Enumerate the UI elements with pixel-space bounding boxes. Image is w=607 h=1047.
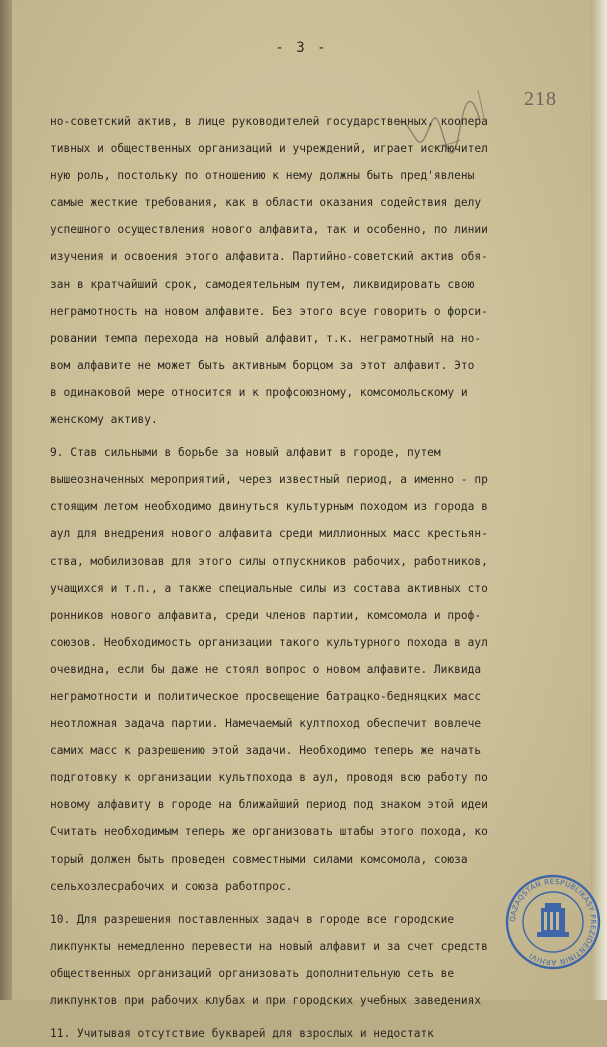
text-line: 11. Учитывая отсутствие букварей для взрослых и недостатк: [50, 1027, 434, 1041]
text-line: Считать необходимым теперь же организовать штабы этого похода, ко: [50, 825, 488, 839]
text-line: вышеозначенных мероприятий, через известный период, а именно - пр: [50, 473, 488, 487]
text-line: неграмотность на новом алфавите. Без этого всуе говорить о форси-: [50, 304, 488, 318]
text-line: изучения и освоения этого алфавита. Партийно-советский актив обя-: [50, 250, 488, 264]
text-line: сельхозлесрабочих и союза работпрос.: [50, 879, 293, 893]
text-line: тивных и общественных организаций и учреждений, играет исключител: [50, 142, 488, 156]
archive-folio-number: 218: [524, 88, 557, 110]
document-body: [50, 108, 570, 1047]
text-line: ства, мобилизовав для этого силы отпускников рабочих, работников,: [50, 554, 488, 568]
text-line: в одинаковой мере относится и к профсоюзному, комсомольскому и: [50, 385, 468, 399]
text-line: женскому активу.: [50, 413, 158, 427]
text-line: самые жесткие требования, как в области оказания содействия делу: [50, 196, 482, 210]
text-line: неграмотности и политическое просвещение батрацко-бедняцких масс: [50, 689, 482, 703]
text-line: успешного осуществления нового алфавита, так и особенно, по линии: [50, 223, 488, 237]
page-number: - 3 -: [275, 40, 328, 56]
text-line: новому алфавиту в городе на ближайший период под знаком этой идеи: [50, 798, 488, 812]
archive-stamp: [503, 872, 603, 972]
text-line: ликпункты немедленно перевести на новый алфавит и за счет средств: [50, 939, 488, 953]
text-line: зан в кратчайший срок, самодеятельным путем, ликвидировать свою: [50, 277, 475, 291]
typewritten-page: [12, 0, 591, 1041]
text-line: торый должен быть проведен совместными силами комсомола, союза: [50, 852, 468, 866]
text-line: ронников нового алфавита, среди членов партии, комсомола и проф-: [50, 608, 482, 622]
text-line: 9. Став сильными в борьбе за новый алфавит в городе, путем: [50, 446, 441, 460]
text-line: очевидна, если бы даже не стоял вопрос о новом алфавите. Ликвида: [50, 662, 482, 676]
text-line: подготовку к организации культпохода в аул, проводя всю работу по: [50, 771, 488, 785]
text-line: 10. Для разрешения поставленных задач в городе все городские: [50, 912, 455, 926]
svg-text:QAZAQSTAN RESPUBLIKASY PREZIDE: QAZAQSTAN RESPUBLIKASY PREZIDENTINIŃ ARHIVI: [507, 876, 599, 968]
page-edge: [591, 0, 607, 1000]
text-line: ликпунктов при рабочих клубах и при городских учебных заведениях: [50, 994, 482, 1007]
text-line: общественных организаций организовать дополнительную сеть ве: [50, 966, 455, 980]
binding-edge: [0, 0, 12, 1000]
text-line: вом алфавите не может быть активным борцом за этот алфавит. Это: [50, 358, 475, 372]
text-line: стоящим летом необходимо двинуться культурным походом из города в: [50, 500, 488, 514]
text-line: неотложная задача партии. Намечаемый култпоход обеспечит вовлече: [50, 717, 482, 731]
text-line: ровании темпа перехода на новый алфавит, т.к. неграмотный на но-: [50, 331, 482, 345]
text-line: аул для внедрения нового алфавита среди миллионных масс крестьян-: [50, 527, 488, 541]
text-line: самих масс к разрешению этой задачи. Необходимо теперь же начать: [50, 744, 482, 758]
text-line: союзов. Необходимость организации такого культурного похода в аул: [50, 635, 488, 649]
archive-seal-icon: [503, 872, 603, 972]
text-line: но-советский актив, в лице руководителей государственных, коопера: [50, 115, 488, 128]
text-line: ную роль, постольку по отношению к нему должны быть пред'явлены: [50, 169, 475, 183]
text-line: учащихся и т.п., а также специальные силы из состава активных сто: [50, 581, 488, 595]
